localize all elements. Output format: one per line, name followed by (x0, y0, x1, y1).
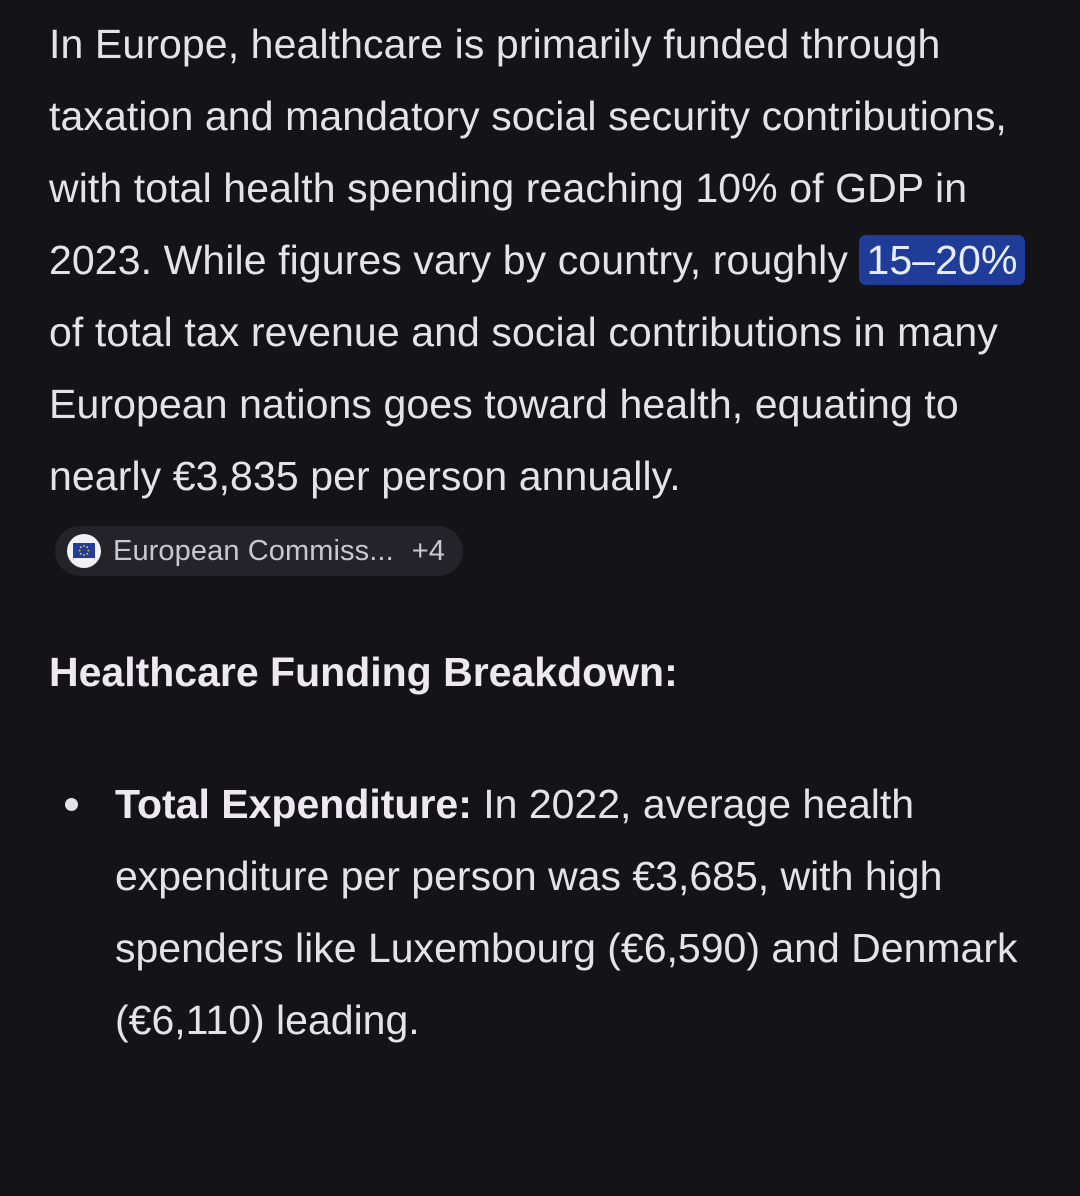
funding-breakdown-list (49, 768, 1039, 1056)
intro-text-after: of total tax revenue and social contributions in many European nations goes toward health, equating to nearly €3,835 per person annually. (49, 309, 998, 499)
source-chip-count: +4 (411, 534, 445, 567)
bullet-term: Total Expenditure: (115, 781, 472, 827)
source-chip-label: European Commiss... (113, 534, 394, 567)
bullet-icon (65, 798, 78, 811)
intro-paragraph (49, 8, 1039, 584)
highlighted-figure[interactable]: 15–20% (859, 235, 1024, 285)
eu-flag-icon (67, 534, 101, 568)
list-item (49, 768, 1039, 1056)
intro-text-before: In Europe, healthcare is primarily funded through taxation and mandatory social security contributions, with total health spending reaching 10% of GDP in 2023. While figures vary by country, roughly (49, 21, 1007, 283)
source-citation-chip[interactable] (55, 526, 463, 576)
response-content (49, 8, 1039, 1056)
bullet-text: In 2022, average health expenditure per person was €3,685, with high spenders like Luxembourg (€6,590) and Denmark (€6,110) leading. (115, 781, 1018, 1043)
section-heading: Healthcare Funding Breakdown: (49, 649, 678, 695)
